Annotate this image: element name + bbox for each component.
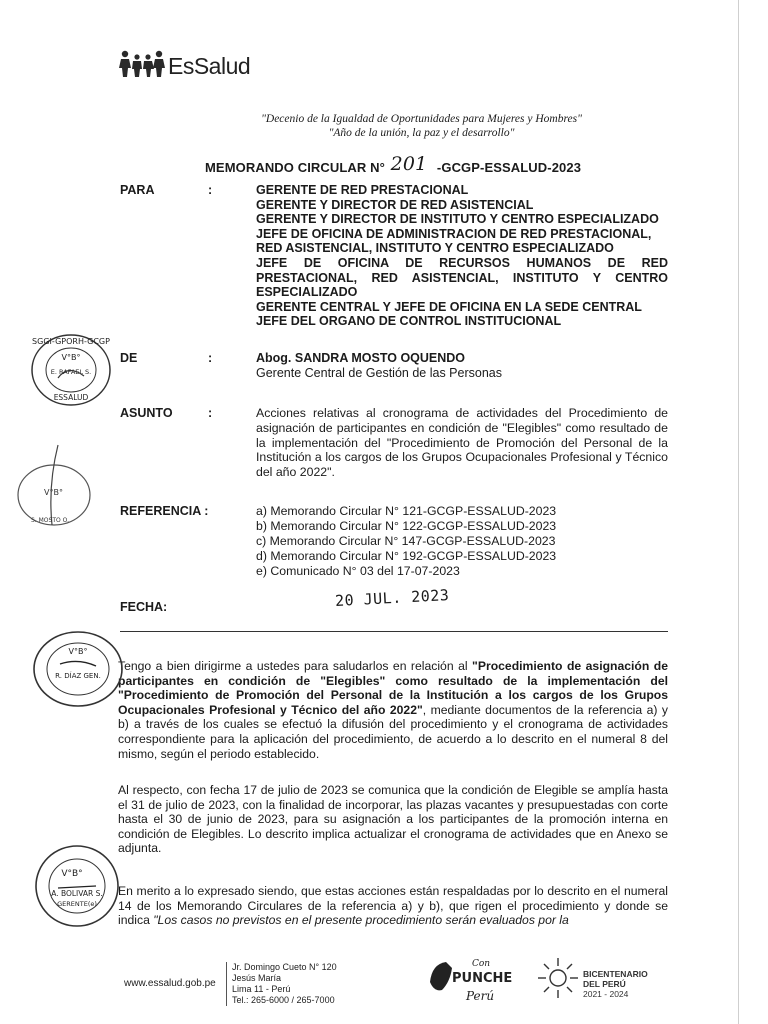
sender-name: Abog. SANDRA MOSTO OQUENDO	[256, 351, 466, 365]
p1-rest: , mediante documentos de la referencia a) y b) a través de los cuales se efectuó la difusión del procedimiento y el cronograma de actividades correspondiente para la aplicación del procedimiento, de acuerdo a lo descrito en el numeral 8 del mismo, según el periodo establecido.	[118, 702, 668, 761]
reference-item: a) Memorando Circular N° 121-GCGP-ESSALUD-2023	[256, 504, 557, 518]
asunto-text: Acciones relativas al cronograma de actividades del Procedimiento de asignación de participantes en condición de "Elegibles" como resultado de la implementación del "Procedimiento de Promoción del Personal de la Institución a los cargos de los Grupos Ocupacionales Profesional y Técnico del año 2022".	[256, 406, 668, 480]
recipient-line: JEFE DEL ORGANO DE CONTROL INSTITUCIONAL	[256, 314, 562, 329]
decenio-heading	[0, 112, 768, 140]
seal-name-text: A. BOLIVAR S.	[51, 889, 103, 898]
bicent-line: BICENTENARIO	[583, 969, 648, 979]
third-seal-icon	[30, 628, 126, 710]
reference-item: e) Comunicado N° 03 del 17-07-2023	[256, 564, 460, 578]
footer-separator	[226, 962, 227, 1006]
body-paragraph-3	[118, 884, 668, 928]
p3-text: En merito a lo expresado siendo, que estas acciones están respaldadas por lo descrito en el numeral 14 de los Memorando Circulares de la referencia a) y b), que rigen el procedimiento y donde se indica	[118, 884, 668, 928]
punche-top: Con	[472, 959, 491, 969]
para-label: PARA	[120, 183, 155, 197]
recipient-line: JEFE DE OFICINA DE ADMINISTRACION DE RED PRESTACIONAL,	[256, 226, 652, 241]
scan-edge-line	[738, 0, 739, 1024]
year-motto-line: "Año de la unión, la paz y el desarrollo"	[328, 127, 515, 139]
reference-item: c) Memorando Circular N° 147-GCGP-ESSALUD-2023	[256, 534, 556, 548]
recipient-line: GERENTE CENTRAL Y JEFE DE OFICINA EN LA SEDE CENTRAL	[256, 299, 642, 314]
recipient-line: GERENTE Y DIRECTOR DE RED ASISTENCIAL	[256, 197, 534, 212]
recipient-line: GERENTE DE RED PRESTACIONAL	[256, 183, 469, 197]
recipient-line: GERENTE Y DIRECTOR DE INSTITUTO Y CENTRO ESPECIALIZADO	[256, 212, 659, 227]
essalud-logo	[118, 48, 250, 78]
bicent-line: 2021 - 2024	[583, 989, 629, 999]
seal-vb-text: V°B°	[68, 647, 88, 656]
logo-text: EsSalud	[168, 53, 251, 79]
para-recipients-list	[256, 183, 668, 329]
seal-vb-text: V°B°	[61, 353, 81, 362]
recipient-line: ESPECIALIZADO	[256, 285, 358, 300]
sender-position: Gerente Central de Gestión de las Personas	[256, 366, 502, 380]
bicent-line: DEL PERÚ	[583, 979, 626, 989]
sandra-mosto-seal-icon	[14, 440, 94, 530]
sender-block	[256, 351, 502, 381]
punche-mid: PUNCHE	[452, 971, 513, 986]
seal-name-text: R. DÍAZ GEN.	[55, 672, 101, 680]
memo-title-suffix: -GCGP-ESSALUD-2023	[436, 160, 582, 175]
address-line: Tel.: 265-6000 / 265-7000	[232, 995, 335, 1005]
bolivar-seal-icon	[32, 826, 122, 936]
decenio-line: "Decenio de la Igualdad de Oportunidades para Mujeres y Hombres"	[261, 113, 582, 125]
seal-name-text: E. RAFAEL S.	[50, 368, 92, 376]
reference-item: d) Memorando Circular N° 192-GCGP-ESSALUD-2023	[256, 549, 557, 563]
bicentenario-emblem-icon	[536, 956, 580, 1000]
reference-list	[256, 504, 556, 579]
con-punche-peru-logo-icon	[426, 952, 520, 1006]
seal-bottom-text: ESSALUD	[53, 393, 89, 402]
memo-title-prefix: MEMORANDO CIRCULAR N°	[205, 160, 385, 175]
memo-title	[205, 155, 581, 177]
address-line: Jr. Domingo Cueto N° 120	[232, 962, 337, 972]
de-colon: :	[208, 351, 213, 365]
de-label: DE	[120, 351, 138, 365]
gporh-seal-icon	[28, 330, 114, 410]
family-figures-icon	[118, 48, 166, 78]
reference-item: b) Memorando Circular N° 122-GCGP-ESSALUD-2023	[256, 519, 557, 533]
recipient-line: JEFE DE OFICINA DE RECURSOS HUMANOS DE RED	[256, 255, 668, 270]
asunto-colon: :	[208, 406, 213, 420]
address-line: Jesús María	[232, 973, 282, 983]
body-paragraph-2: Al respecto, con fecha 17 de julio de 2023 se comunica que la condición de Elegible se amplía hasta el 31 de julio de 2023, con la finalidad de incorporar, las plazas vacantes y presupuestadas con corte hasta el 30 de junio de 2023, para su asignación a los participantes de la promoción interna en condición de Elegibles. Lo descrito implica actualizar el cronograma de actividades que en Anexo se adjunta.	[118, 783, 668, 856]
seal-vb-text: V°B°	[61, 869, 83, 879]
address-line: Lima 11 - Perú	[232, 984, 291, 994]
footer-website[interactable]: www.essalud.gob.pe	[124, 978, 216, 989]
fecha-stamp-value: 20 JUL. 2023	[334, 586, 450, 610]
memo-handwritten-number: 201	[390, 153, 428, 175]
footer-address	[232, 962, 337, 1006]
header-divider	[120, 631, 668, 632]
para-colon: :	[208, 183, 213, 197]
p1-procedure-title: "Procedimiento de asignación de participantes en condición de "Elegibles" como resultado de la implementación del "Procedimiento de Promoción del Personal de la Institución a los cargos de los Grupos Ocupacionales Profesional y Técnico del año 2022"	[118, 659, 668, 717]
fecha-label: FECHA:	[120, 600, 168, 614]
seal-vb-text: V°B°	[44, 488, 63, 497]
punche-bottom: Perú	[466, 989, 495, 1003]
body-paragraph-1	[118, 659, 668, 761]
recipient-line: PRESTACIONAL, RED ASISTENCIAL, INSTITUTO Y CENTRO	[256, 270, 668, 285]
asunto-label: ASUNTO	[120, 406, 173, 420]
seal-sub-text: GERENTE(e)	[57, 900, 97, 908]
bicentenario-text	[583, 969, 648, 999]
p3-quote: "Los casos no previstos en el presente procedimiento serán evaluados por la	[153, 913, 569, 928]
seal-name-text: S. MOSTO O.	[30, 517, 70, 524]
recipient-line: RED ASISTENCIAL, INSTITUTO Y CENTRO ESPECIALIZADO	[256, 241, 614, 256]
seal-top-text: SGGI-GPORH-GCGP	[32, 337, 110, 346]
referencia-label: REFERENCIA :	[120, 504, 209, 518]
p1-intro: Tengo a bien dirigirme a ustedes para saludarlos en relación al	[118, 659, 473, 673]
